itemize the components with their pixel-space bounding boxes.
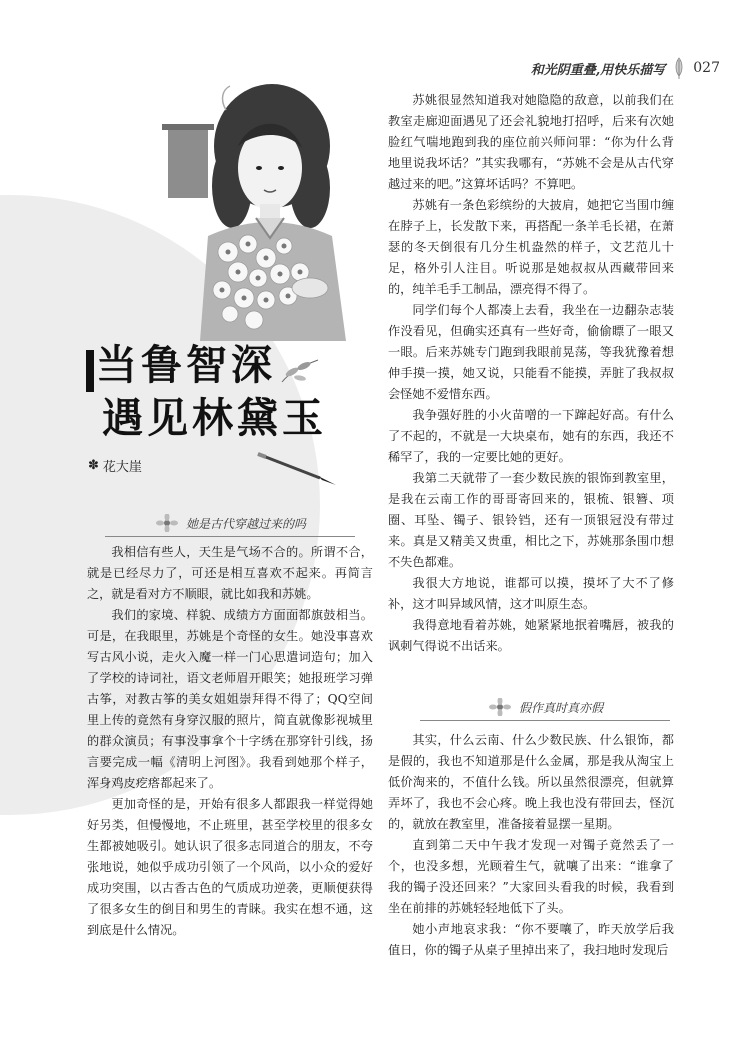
paragraph: 其实，什么云南、什么少数民族、什么银饰，都是假的，我也不知道那是什么金属，那是我从淘宝上低价淘来的，不值什么钱。所以虽然很漂亮，但就算弄坏了，我也不会心疼。晚上我也没有带回去，怪沉的，就放在教室里，准备接着显摆一星期。	[388, 733, 674, 831]
section-heading-text: 假作真时真亦假	[518, 700, 603, 715]
paragraph: 我得意地看着苏姚，她紧紧地抿着嘴唇，被我的讽刺气得说不出话来。	[388, 618, 674, 653]
paragraph: 我很大方地说，谁都可以摸，摸坏了大不了修补，这才叫异域风情，这才叫原生态。	[388, 576, 674, 611]
title-line-1: 当鲁智深	[96, 341, 276, 389]
section-heading-text: 她是古代穿越过来的吗	[185, 516, 306, 531]
right-column-text-bottom	[388, 730, 674, 961]
flower-icon	[154, 514, 180, 532]
paragraph: 我相信有些人，天生是气场不合的。所谓不合，就是已经尽力了，可还是相互喜欢不起来。再简言之，就是看对方不顺眼，就比如我和苏姚。	[87, 545, 373, 601]
flower-bullet-icon: ✽	[88, 458, 99, 473]
brush-pen-icon	[254, 450, 338, 488]
running-header	[531, 57, 720, 79]
author-line	[88, 456, 142, 475]
title-accent-bar	[86, 350, 94, 392]
running-title: 和光阴重叠,用快乐描写	[530, 62, 666, 78]
title-line-2: 遇见林黛玉	[102, 394, 327, 442]
feather-icon	[673, 57, 685, 79]
paragraph: 苏姚有一条色彩缤纷的大披肩，她把它当围巾缠在脖子上，长发散下来，再搭配一条羊毛长裙，在萧瑟的冬天倒很有几分生机盎然的样子，文艺范儿十足，格外引人注目。听说那是她叔叔从西藏带回来的，纯羊毛手工制品，漂亮得不得了。	[388, 198, 674, 296]
right-column-text-top	[388, 90, 674, 657]
section-heading-1	[105, 514, 355, 532]
page-number: 027	[693, 60, 720, 76]
paragraph: 我们的家境、样貌、成绩方方面面都旗鼓相当。可是，在我眼里，苏姚是个奇怪的女生。她没事喜欢写古风小说，走火入魔一样一门心思遣词造句；加入了学校的诗词社，语文老师眉开眼笑；她报班学习弹古筝，对教古筝的美女姐姐崇拜得不得了；QQ空间里上传的竟然有身穿汉服的照片，简直就像影视城里的群众演员；有事没事拿个十字绣在那穿针引线，扬言要完成一幅《清明上河图》。我看到她那个样子，浑身鸡皮疙瘩都起来了。	[87, 608, 373, 790]
left-column-text	[87, 542, 373, 941]
paragraph: 我第二天就带了一套少数民族的银饰到教室里，是我在云南工作的哥哥寄回来的，银梳、银簪、项圈、耳坠、镯子、银铃铛，还有一顶银冠没有带过来。真是又精美又贵重，相比之下，苏姚那条围巾想不失色都难。	[388, 471, 674, 569]
heading-underline	[105, 536, 355, 537]
girl-with-bouquet-illustration	[160, 76, 392, 341]
paragraph: 更加奇怪的是，开始有很多人都跟我一样觉得她好另类，但慢慢地，不止班里，甚至学校里的很多女生都被她吸引。她认识了很多志同道合的朋友，不夸张地说，她似乎成功引领了一个风尚，以小众的爱好成功突围，以古香古色的气质成功逆袭，更顺便获得了很多女生的倒目和男生的青睐。我实在想不通，这到底是什么情况。	[87, 797, 373, 937]
flower-icon	[487, 698, 513, 716]
paragraph: 苏姚很显然知道我对她隐隐的敌意，以前我们在教室走廊迎面遇见了还会礼貌地打招呼，后来有次她脸红气喘地跑到我的座位前兴师问罪：“你为什么背地里说我坏话？”其实我哪有，“苏姚不会是从古代穿越过来的吧。”这算坏话吗？不算吧。	[388, 93, 674, 191]
heading-underline	[420, 720, 670, 721]
section-heading-2	[420, 698, 670, 716]
leaf-decoration-icon	[278, 352, 322, 386]
paragraph: 同学们每个人都凑上去看，我坐在一边翻杂志装作没看见，但确实还真有一些好奇，偷偷瞟了一眼又一眼。后来苏姚专门跑到我眼前晃荡，等我犹豫着想伸手摸一摸，她又说，只能看不能摸，弄脏了我叔叔会怪她不爱惜东西。	[388, 303, 674, 401]
author-name: 花大崖	[102, 460, 142, 475]
paragraph: 我争强好胜的小火苗噌的一下蹿起好高。有什么了不起的，不就是一大块桌布，她有的东西，我还不稀罕了，我的一定要比她的更好。	[388, 408, 674, 464]
paragraph: 直到第二天中午我才发现一对镯子竟然丢了一个，也没多想，光顾着生气，就嚷了出来：“谁拿了我的镯子没还回来？”大家回头看我的时候，我看到坐在前排的苏姚轻轻地低下了头。	[388, 838, 674, 915]
paragraph: 她小声地哀求我：“你不要嚷了，昨天放学后我值日，你的镯子从桌子里掉出来了，我扫地时发现后	[388, 922, 674, 957]
